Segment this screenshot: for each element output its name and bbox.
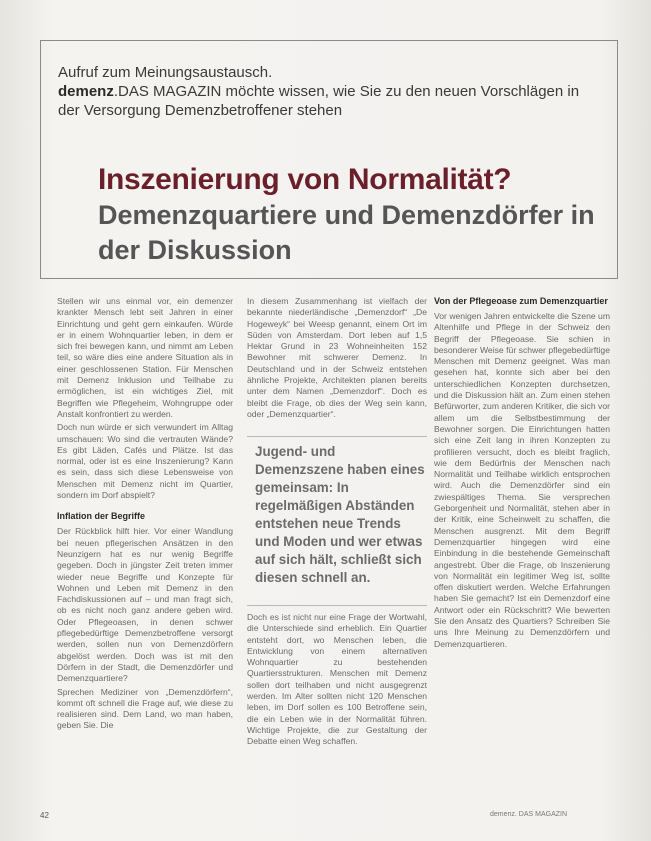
section-heading: Von der Pflegeoase zum Demenzquartier <box>434 296 608 306</box>
column-left <box>57 296 233 734</box>
section-heading: Inflation der Begriffe <box>57 511 146 522</box>
intro-line1: Aufruf zum Meinungsaustausch. <box>58 64 273 81</box>
footer-magazine: demenz. DAS MAGAZIN <box>490 811 568 818</box>
intro-text <box>58 63 598 120</box>
column-middle-bottom <box>247 612 427 750</box>
column-right <box>434 296 610 652</box>
paragraph: Sprechen Mediziner von „Demenzdörfern“, kommt oft schnell die Frage auf, wie diese zu realisieren sind. Dem Land, wo man haben, geben Sie. Die <box>57 686 233 731</box>
page-number: 42 <box>40 811 49 820</box>
paragraph: Der Rückblick hilft hier. Vor einer Wandlung bei neuen pflegerischen Ansätzen in den Neunzigern hat es nur wenig Begriffe gegeben. Doch in jüngster Zeit treten immer wieder neue Begriffe und Konzepte für Wohnen und Leben mit Demenz in den Fachdiskussionen auf – und man fragt sich, ob es nicht noch ganz andere geben wird. Oder Pflegeoasen, in denen schwer pflegebedürftige Demenzbetroffene versorgt werden, sollen nun von Demenzdörfern abgelöst werden. Doch was ist mit den Dörfern in der Stadt, die Demenzdörfer und Demenzquartiere? <box>57 526 233 684</box>
brand-name: demenz <box>58 83 114 100</box>
divider <box>247 605 427 606</box>
divider <box>247 436 427 437</box>
paragraph: Vor wenigen Jahren entwickelte die Szene um Altenhilfe und Pflege in der Schweiz den Begriff der Pflegeoase. Sie schien in besonderer Weise für schwer pflegebedürftige Menschen mit Demenz geeignet. Was man gesehen hat, konnte sich aber bei den unterschiedlichen Konzepten durchsetzen, und die Diskussion hält an. Zum einen stehen Befürworter, zum anderen Kritiker, die sich vor allem um die Selbstbestimmung der Bewohner sorgen. Die Einrichtungen hatten sich eine Zeit lang in ihren Konzepten zu profilieren versucht, doch es bleibt fraglich, wie dem Bedürfnis der Menschen nach Normalität und Teilhabe wirklich entsprochen wird. Auch die Demenzdörfer sind ein zwiespältiges Thema. Sie versprechen Geborgenheit und Normalität, stehen aber in der Kritik, eine Scheinwelt zu schaffen, die Menschen ausgrenzt. Mit dem Begriff Demenzquartier hingegen wird eine Einbindung in die bestehende Gemeinschaft angestrebt. Über die Frage, ob Inszenierung von Normalität ein legitimer Weg ist, sollte offen diskutiert werden. Welche Erfahrungen haben Sie gemacht? Ist ein Demenzdorf eine Antwort oder ein Rückschritt? Wie bewerten Sie den Ansatz des Quartiers? Schreiben Sie uns Ihre Meinung zu Demenzdörfern und Demenzquartieren. <box>434 311 610 649</box>
paragraph: Stellen wir uns einmal vor, ein demenzer krankter Mensch lebt seit Jahren in einer Einrichtung und geht gern einkaufen. Würde er in einem Wohnquartier leben, in dem er sich frei bewegen kann, und nimmt am Leben teil, so wäre dies eine andere Situation als in einer geschlossenen Station. Für Menschen mit Demenz Inklusion und Teilhabe zu ermöglichen, ist ein wichtiges Ziel, mit Begriffen wie Pflegeheim, Wohngruppe oder Anstalt konfrontiert zu werden. <box>57 296 233 419</box>
column-middle-top <box>247 296 427 422</box>
paragraph: Doch nun würde er sich verwundert im Alltag umschauen: Wo sind die vertrauten Wände? Es gibt Läden, Cafés und Plätze. Ist das normal, oder ist es eine Inszenierung? Kann es sein, dass sich diese Lebensweise von Menschen mit Demenz nicht im Quartier, sondern im Dorf abspielt? <box>57 422 233 501</box>
paragraph: Doch es ist nicht nur eine Frage der Wortwahl, die Unterschiede sind erheblich. Ein Quartier entsteht dort, wo Menschen leben, die Entwicklung von einem alternativen Wohnquartier zu bestehenden Quartiersstrukturen. Menschen mit Demenz sollen dort teilhaben und nicht ausgegrenzt werden. Im Alter sollten nicht 120 Menschen leben, im Dorf sollen es 100 Betroffene sein, die ein Leben wie in der Normalität führen. Wichtige Projekte, die zur Gestaltung der Debatte einen Weg schaffen. <box>247 612 427 747</box>
intro-line2 <box>58 82 598 120</box>
intro-rest: .DAS MAGAZIN möchte wissen, wie Sie zu den neuen Vorschlägen in der Versorgung Demenzbetroffener stehen <box>58 83 580 119</box>
article-subtitle: Demenzquartiere und Demenzdörfer in der Diskussion <box>98 200 595 265</box>
paragraph: In diesem Zusammenhang ist vielfach der bekannte niederländische „Demenzdorf“ „De Hogeweyk“ bei Weesp genannt, einem Ort im Süden von Amsterdam. Dort leben auf 1,5 Hektar Grund in 23 Wohneinheiten 152 Bewohner mit schwerer Demenz. In Deutschland und in der Schweiz entstehen ähnliche Projekte, Architekten planen bereits unter dem Namen „Demenzdorf“. Doch es bleibt die Frage, ob dies der Weg sein kann, oder „Demenzquartier“. <box>247 296 427 419</box>
article-title: Inszenierung von Normalität? <box>98 163 512 196</box>
pull-quote: Jugend- und Demenzszene haben eines gemeinsam: In regelmäßigen Abständen entstehen neue Trends und Moden und wer etwas auf sich hält, schließt sich diesen schnell an. <box>255 444 425 585</box>
